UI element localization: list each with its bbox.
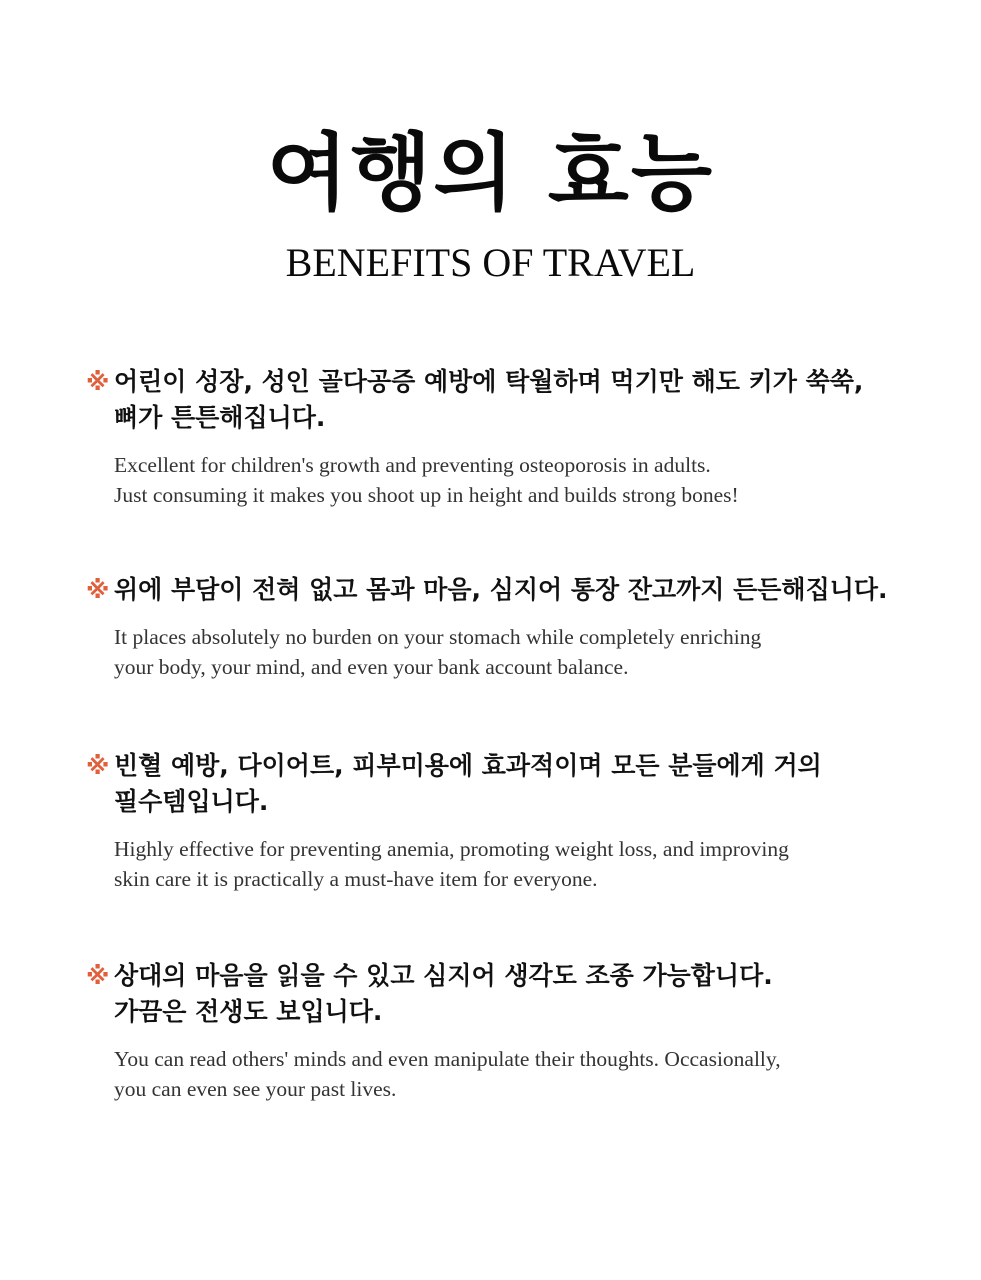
page-subtitle: BENEFITS OF TRAVEL xyxy=(285,240,696,285)
benefit-heading-line: 상대의 마음을 읽을 수 있고 심지어 생각도 조종 가능합니다. xyxy=(114,961,773,990)
benefit-description xyxy=(114,834,894,894)
benefit-description-line: skin care it is practically a must-have item for everyone. xyxy=(114,867,598,891)
benefit-heading xyxy=(86,748,916,820)
benefit-heading-line: 위에 부담이 전혀 없고 몸과 마음, 심지어 통장 잔고까지 든든해집니다. xyxy=(114,575,888,604)
benefit-item xyxy=(86,958,916,1104)
benefit-description-line: you can even see your past lives. xyxy=(114,1077,397,1101)
benefit-heading-line: 빈혈 예방, 다이어트, 피부미용에 효과적이며 모든 분들에게 거의 xyxy=(114,751,822,780)
benefit-description-line: Just consuming it makes you shoot up in height and builds strong bones! xyxy=(114,483,739,507)
page-title: 여행의 효능 xyxy=(267,123,714,222)
benefit-description-line: your body, your mind, and even your bank account balance. xyxy=(114,655,629,679)
benefit-description-line: It places absolutely no burden on your stomach while completely enriching xyxy=(114,625,762,649)
benefit-item xyxy=(86,748,916,894)
benefit-description xyxy=(114,450,894,510)
reference-mark-icon: ※ xyxy=(86,576,110,604)
benefit-heading-line: 필수템입니다. xyxy=(114,787,269,816)
benefit-heading xyxy=(86,364,916,436)
benefit-heading xyxy=(86,572,916,608)
reference-mark-icon: ※ xyxy=(86,962,110,990)
benefit-description-line: Excellent for children's growth and preventing osteoporosis in adults. xyxy=(114,453,711,477)
benefit-item xyxy=(86,572,916,682)
benefit-heading xyxy=(86,958,916,1030)
benefit-description-line: Highly effective for preventing anemia, promoting weight loss, and improving xyxy=(114,837,789,861)
reference-mark-icon: ※ xyxy=(86,752,110,780)
benefit-description-line: You can read others' minds and even manipulate their thoughts. Occasionally, xyxy=(114,1047,781,1071)
benefit-description xyxy=(114,1044,894,1104)
benefit-heading-line: 뼈가 튼튼해집니다. xyxy=(114,403,326,432)
reference-mark-icon: ※ xyxy=(86,368,110,396)
benefit-heading-line: 어린이 성장, 성인 골다공증 예방에 탁월하며 먹기만 해도 키가 쑥쑥, xyxy=(114,367,864,396)
benefit-description xyxy=(114,622,894,682)
benefit-heading-line: 가끔은 전생도 보입니다. xyxy=(114,997,383,1026)
benefit-item xyxy=(86,364,916,510)
